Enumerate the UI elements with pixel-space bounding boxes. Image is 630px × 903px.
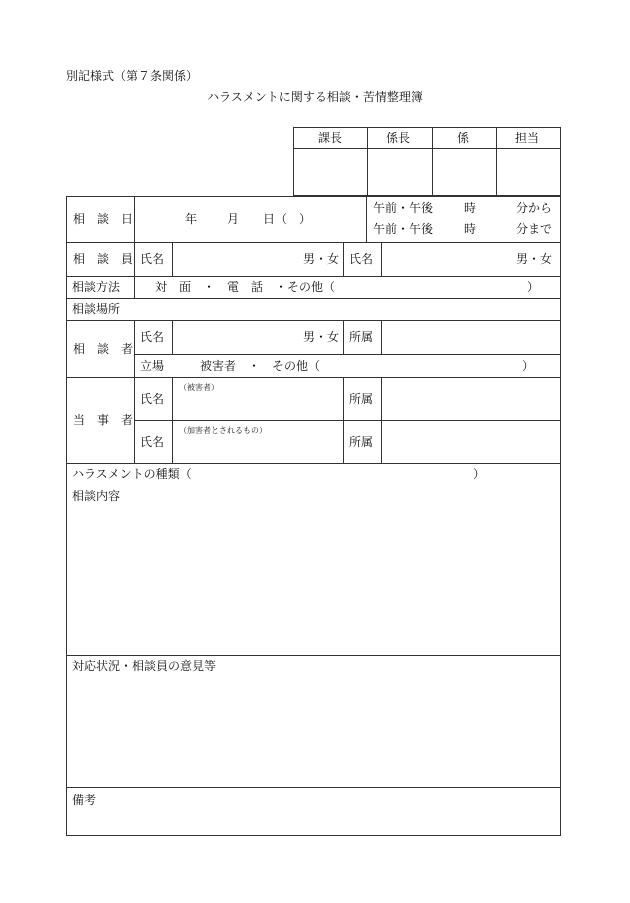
consulter-name-label: 氏名 [140,330,165,344]
counselor-name-field-2[interactable] [382,243,512,276]
approval-header-section-chief: 課長 [318,131,343,145]
method-other-field[interactable] [357,278,527,297]
victim-affiliation-field[interactable] [382,378,560,420]
harassment-type-close-paren: ） [473,467,486,481]
time-from-hour-unit: 時 [464,201,477,215]
harassment-type-field[interactable] [202,465,472,483]
response-label: 対応状況・相談員の意見等 [72,659,217,673]
consult-content-label: 相談内容 [72,489,121,503]
victim-name-field[interactable] [173,378,342,420]
counselor-gender-1[interactable]: 男・女 [303,252,340,266]
harassment-type-label: ハラスメントの種類（ [72,467,192,481]
counselor-name-label-1: 氏名 [140,252,165,266]
time-to-minute-unit: 分まで [516,222,553,236]
accused-name-field[interactable] [173,421,342,463]
place-label: 相談場所 [72,302,121,316]
accused-affiliation-field[interactable] [382,421,560,463]
consulter-position-label: 立場 [140,359,165,373]
accused-note: （加害者とされるもの） [179,426,267,435]
form-reference: 別記様式（第７条関係） [66,69,199,83]
document-title: ハラスメントに関する相談・苦情整理簿 [207,90,423,104]
counselor-name-field-1[interactable] [173,243,303,276]
stamp-field-staff[interactable] [433,149,495,195]
time-to-ampm: 午前・午後 [373,222,434,236]
consulter-position-close-paren: ） [522,359,535,373]
consult-date-label: 相 談 日 [73,212,134,226]
approval-box [293,127,561,196]
stamp-field-in-charge[interactable] [497,149,560,195]
time-to-hour-unit: 時 [464,222,477,236]
method-label: 相談方法 [72,280,121,294]
consulter-label: 相 談 者 [73,342,134,356]
approval-header-in-charge: 担当 [515,131,540,145]
time-from-minute-unit: 分から [516,201,553,215]
accused-name-label: 氏名 [140,435,165,449]
approval-header-subsection-chief: 係長 [386,131,411,145]
stamp-field-subsection-chief[interactable] [368,149,431,195]
victim-note: （被害者） [179,383,219,392]
counselor-gender-2[interactable]: 男・女 [516,252,553,266]
place-field[interactable] [135,299,560,319]
consultation-form [66,196,561,836]
time-from-ampm: 午前・午後 [373,201,434,215]
response-field[interactable] [68,675,559,785]
approval-header-staff: 係 [457,131,470,145]
method-options[interactable]: 対 面 ・ 電 話 ・その他（ [155,280,336,294]
consult-date-field[interactable] [135,198,365,241]
victim-affiliation-label: 所属 [349,392,374,406]
consulter-position-other-field[interactable] [339,355,519,376]
date-month-unit: 月 [227,212,240,226]
remarks-field[interactable] [68,809,559,834]
consulter-gender[interactable]: 男・女 [303,330,340,344]
consult-content-field[interactable] [68,505,559,653]
remarks-label: 備考 [72,793,97,807]
counselor-name-label-2: 氏名 [349,252,374,266]
consulter-position-options[interactable]: 被害者 ・ その他（ [200,359,321,373]
accused-affiliation-label: 所属 [349,435,374,449]
method-close-paren: ） [527,280,540,294]
date-year-unit: 年 [185,212,198,226]
victim-name-label: 氏名 [140,392,165,406]
counselor-label: 相 談 員 [73,252,134,266]
consulter-name-field[interactable] [173,321,303,354]
date-day-unit: 日（ ） [263,212,312,226]
consulter-affiliation-field[interactable] [382,321,560,354]
consulter-affiliation-label: 所属 [349,330,374,344]
parties-label: 当 事 者 [73,413,134,427]
stamp-field-section-chief[interactable] [295,149,366,195]
